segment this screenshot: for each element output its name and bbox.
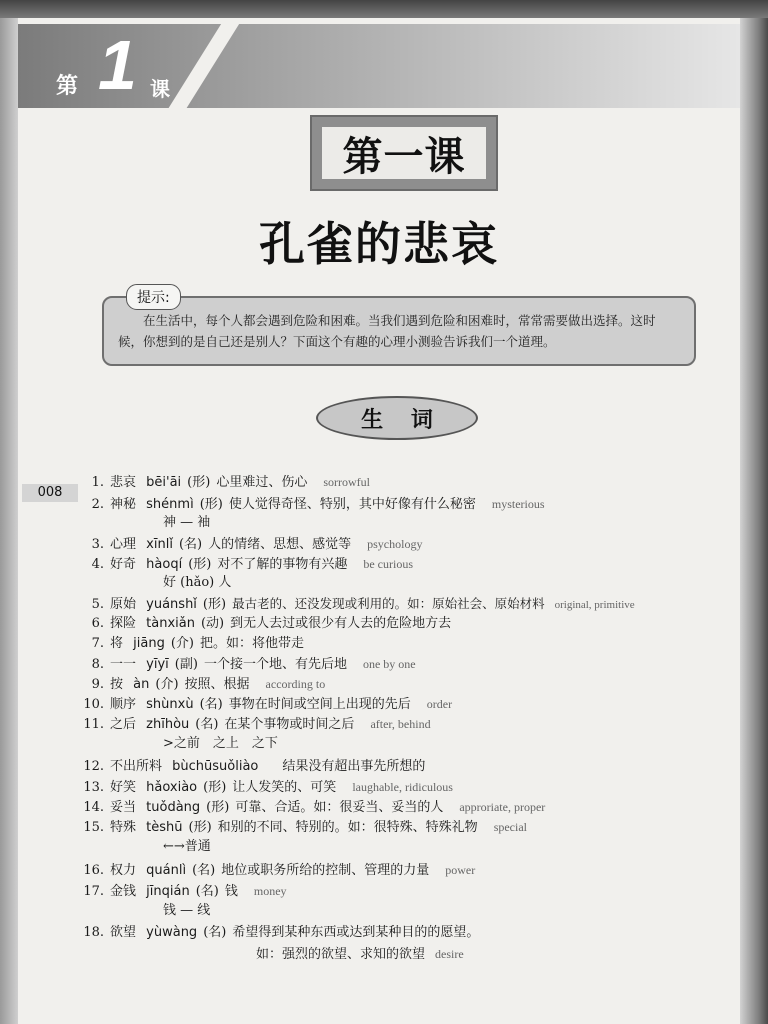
vocab-note: 如：强烈的欲望、求知的欲望 desire [256, 947, 464, 962]
vocab-row: 17. 金钱 jīnqián (名) 钱 money [83, 884, 287, 899]
lesson-title-frame [310, 115, 498, 191]
banner-ke: 课 [150, 77, 170, 101]
vocab-note: 好 (hǎo) 人 [163, 575, 232, 590]
vocab-row: 15. 特殊 tèshū (形) 和别的不同、特别的。如：很特殊、特殊礼物 special [83, 820, 528, 835]
vocab-row: 16. 权力 quánlì (名) 地位或职务所给的控制、管理的力量 power [83, 863, 476, 878]
vocab-heading-text: 生 词 [361, 407, 443, 433]
vocab-note: ←→普通 [163, 839, 211, 854]
vocab-row: 8. 一一 yīyī (副) 一个接一个地、有先后地 one by one [91, 657, 416, 672]
scan-shadow-left [0, 18, 18, 1024]
vocab-row: 4. 好奇 hàoqí (形) 对不了解的事物有兴趣 be curious [91, 557, 414, 572]
vocab-row: 13. 好笑 hǎoxiào (形) 让人发笑的、可笑 laughable, ridiculous [83, 780, 453, 795]
tip-label: 提示: [126, 284, 181, 310]
vocab-row: 9. 按 àn (介) 按照、根据 according to [91, 677, 326, 692]
banner-divider [159, 18, 246, 124]
page-number: 008 [22, 484, 78, 502]
vocab-row: 1. 悲哀 bēi'āi (形) 心里难过、伤心 sorrowful [91, 475, 371, 490]
vocab-row: 6. 探险 tànxiǎn (动) 到无人去过或很少有人去的危险地方去 [91, 616, 452, 631]
banner-lesson-number: 1 [98, 26, 137, 104]
page-edge [740, 18, 768, 1024]
vocab-note: >之前 之上 之下 [163, 736, 278, 751]
vocab-row: 7. 将 jiāng (介) 把。如：将他带走 [91, 636, 305, 651]
vocab-row: 3. 心理 xīnlǐ (名) 人的情绪、思想、感觉等 psychology [91, 537, 423, 552]
lesson-banner [18, 24, 740, 108]
vocab-row: 11. 之后 zhīhòu (名) 在某个事物或时间之后 after, behind [83, 717, 431, 732]
vocab-note: 神 — 袖 [163, 515, 211, 530]
banner-di: 第 [56, 74, 79, 99]
vocab-row: 14. 妥当 tuǒdàng (形) 可靠、合适。如：很妥当、妥当的人 approriate, proper [83, 800, 546, 815]
vocab-note: 钱 — 线 [163, 903, 211, 918]
vocab-row: 5. 原始 yuánshǐ (形) 最古老的、还没发现或利用的。如：原始社会、原始材料 original, primitive [91, 596, 635, 612]
vocab-row: 12. 不出所料 bùchūsuǒliào 结果没有超出事先所想的 [83, 759, 426, 774]
textbook-page [18, 18, 740, 1024]
vocab-row: 18. 欲望 yùwàng (名) 希望得到某种东西或达到某种目的的愿望。 [83, 925, 480, 940]
vocab-row: 10. 顺序 shùnxù (名) 事物在时间或空间上出现的先后 order [83, 697, 453, 712]
scan-shadow-top [0, 0, 768, 18]
tip-text: 在生活中，每个人都会遇到危险和困难。当我们遇到危险和困难时，常常需要做出选择。这时候，你想到的是自己还是别人？下面这个有趣的心理小测验告诉我们一个道理。 [118, 313, 656, 349]
tip-box [102, 290, 696, 366]
lesson-title: 第一课 [342, 133, 466, 180]
vocab-heading [316, 396, 478, 440]
vocab-row: 2. 神秘 shénmì (形) 使人觉得奇怪、特别，其中好像有什么秘密 mysterious [91, 497, 545, 512]
main-title: 孔雀的悲哀 [259, 217, 499, 271]
